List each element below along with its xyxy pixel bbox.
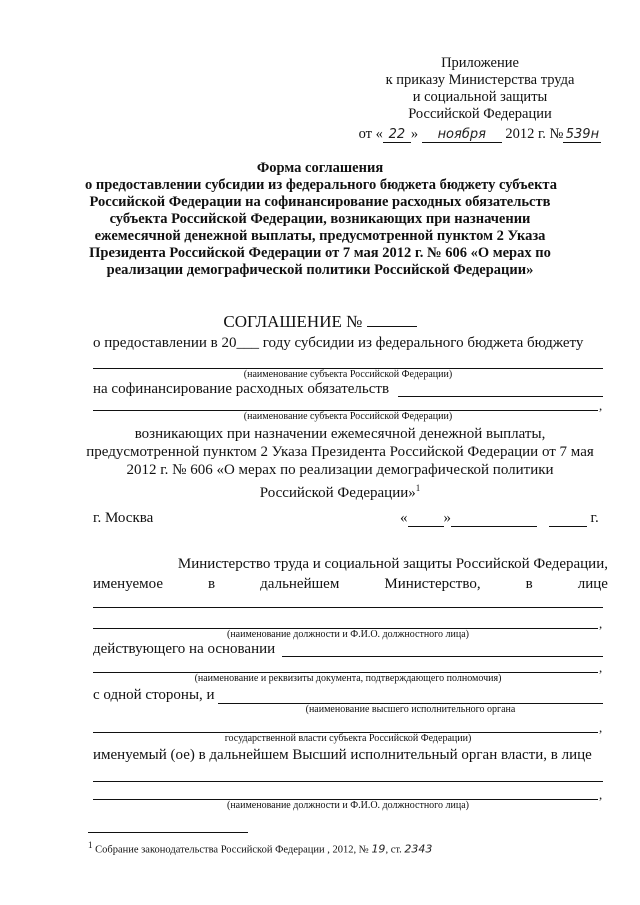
caption-position-1: (наименование должности и Ф.И.О. должностного лица) — [226, 629, 469, 640]
date-month: ноября — [422, 127, 502, 143]
comma-5: , — [599, 787, 603, 802]
agreement-year-field[interactable] — [549, 511, 587, 527]
caption-position-2: (наименование должности и Ф.И.О. должностного лица) — [226, 800, 469, 811]
date-day: 22 — [383, 127, 411, 143]
agreement-title-text: СОГЛАШЕНИЕ № — [223, 312, 363, 331]
date-close-quote: » — [443, 510, 451, 526]
city: г. Москва — [93, 510, 154, 526]
cofinance-field[interactable] — [398, 396, 603, 397]
named-word-1: именуемое — [93, 576, 163, 592]
agreement-month-field[interactable] — [451, 511, 537, 527]
named-word-4: Министерство, — [384, 576, 481, 592]
footnote-mark: 1 — [88, 840, 93, 850]
named-word-3: дальнейшем — [260, 576, 340, 592]
footnote-article: 2343 — [404, 842, 433, 856]
para-line-2: предусмотренной пунктом 2 Указа Президента Российской Федерации от 7 мая — [86, 444, 594, 460]
agreement-day-field[interactable] — [408, 511, 444, 527]
form-title-line-4: субъекта Российской Федерации, возникающих при назначении — [109, 211, 531, 227]
cofinance-label: на софинансирование расходных обязательств — [93, 381, 390, 397]
appendix-line-3: и социальной защиты — [412, 89, 548, 105]
para-line-4 — [80, 479, 600, 502]
named-line — [93, 576, 608, 593]
date-year: 2012 г. № — [505, 126, 564, 142]
form-title-line-7: реализации демографической политики Российской Федерации» — [106, 262, 534, 278]
caption-document: (наименование и реквизиты документа, подтверждающего полномочия) — [194, 673, 502, 684]
obligation-paragraph — [80, 425, 600, 502]
footnote-issue: 19 — [371, 842, 386, 856]
para-line-1: возникающих при назначении ежемесячной денежной выплаты, — [134, 426, 546, 442]
acting-basis-label: действующего на основании — [93, 641, 276, 657]
comma-4: , — [599, 720, 603, 735]
footnote-text: Собрание законодательства Российской Федерации , 2012, № — [95, 844, 369, 856]
named-exec-line: именуемый (ое) в дальнейшем Высший исполнительный орган власти, в лице — [93, 747, 592, 763]
named-word-5: в — [525, 576, 533, 592]
agreement-date — [400, 510, 599, 527]
date-mid: » — [410, 126, 419, 142]
caption-state-power: государственной власти субъекта Российской Федерации) — [224, 733, 472, 744]
comma-3: , — [599, 660, 603, 675]
para-line-3: 2012 г. № 606 «О мерах по реализации демографической политики — [126, 462, 554, 478]
exec-position-field-1[interactable] — [93, 781, 603, 782]
comma-2: , — [599, 616, 603, 631]
appendix-line-1: Приложение — [441, 55, 519, 71]
form-title-line-5: ежемесячной денежной выплаты, предусмотренной пунктом 2 Указа — [94, 228, 546, 244]
one-side-label: с одной стороны, и — [93, 687, 215, 703]
form-title-line-3: Российской Федерации на софинансирование расходных обязательств — [89, 194, 551, 210]
named-word-2: в — [208, 576, 216, 592]
caption-subject-1: (наименование субъекта Российской Федерации) — [243, 369, 453, 380]
footnote-rule — [88, 832, 248, 833]
form-title-line-2: о предоставлении субсидии из федерального бюджета бюджету субъекта — [85, 177, 557, 193]
form-title-line-6: Президента Российской Федерации от 7 мая 2012 г. № 606 «О мерах по — [89, 245, 551, 261]
agreement-title — [0, 312, 640, 332]
ministry-line: Министерство труда и социальной защиты Российской Федерации, — [177, 556, 608, 572]
caption-subject-2: (наименование субъекта Российской Федерации) — [243, 411, 453, 422]
comma-1: , — [599, 398, 603, 413]
agreement-number-field[interactable] — [367, 326, 417, 327]
footnote — [88, 840, 432, 856]
appendix-line-2: к приказу Министерства труда — [385, 72, 575, 88]
para-line-4-text: Российской Федерации» — [259, 485, 416, 501]
caption-exec-body: (наименование высшего исполнительного органа — [305, 704, 516, 715]
basis-document-field-1[interactable] — [282, 656, 603, 657]
appendix-header — [330, 55, 630, 143]
minister-position-field-1[interactable] — [93, 607, 603, 608]
appendix-line-4: Российской Федерации — [408, 106, 552, 122]
date-prefix: от « — [358, 126, 383, 142]
year-suffix: г. — [590, 510, 599, 526]
appendix-date-line — [330, 126, 630, 143]
subsidy-year-line: о предоставлении в 20___ году субсидии из федерального бюджета бюджету — [93, 335, 584, 351]
footnote-mid: , ст. — [385, 844, 402, 856]
named-word-6: лице — [577, 576, 608, 592]
date-open-quote: « — [400, 510, 408, 526]
form-title-line-1: Форма соглашения — [256, 160, 384, 176]
form-title — [85, 160, 555, 279]
order-number: 539н — [563, 127, 601, 143]
footnote-ref: 1 — [415, 483, 421, 493]
